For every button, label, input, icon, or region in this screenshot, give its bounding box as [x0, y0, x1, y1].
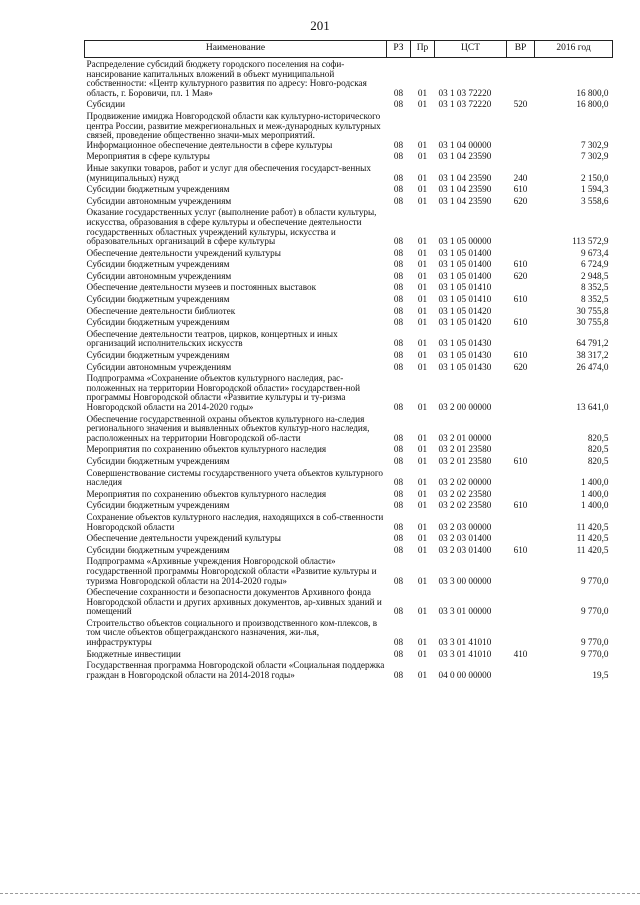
cell-sum: 30 755,8 [576, 305, 609, 316]
cell-vr [507, 110, 535, 150]
header-name: Наименование [85, 41, 387, 58]
cell-pr: 01 [417, 575, 428, 586]
cell-name: Распределение субсидий бюджету городского поселения на софи-нансирование капитальных вложений в объект муниципальной собственности: «Центр культурного развития по адресу: Новго-родская область, г. Боровичи, пл. 1 Мая» [86, 59, 367, 98]
cell-name: Сохранение объектов культурного наследия, находящихся в соб-ственности Новгородской области [86, 511, 384, 532]
cell-cst: 03 1 05 01400 [438, 270, 492, 281]
cell-vr [507, 247, 535, 259]
cell-pr: 01 [417, 521, 428, 532]
cell-sum: 113 572,9 [572, 236, 609, 247]
cell-sum: 11 420,5 [576, 521, 609, 532]
cell-cst: 03 1 05 00000 [438, 236, 492, 247]
cell-vr [507, 586, 535, 617]
cell-name: Обеспечение сохранности и безопасности документов Архивного фонда Новгородской области и других архивных документов, ар-хивных зданий и помещений [86, 587, 382, 617]
cell-name: Субсидии бюджетным учреждениям [86, 500, 230, 511]
cell-sum: 9 770,0 [580, 606, 609, 617]
cell-rz: 08 [393, 637, 404, 648]
cell-pr: 01 [417, 637, 428, 648]
cell-cst: 03 2 02 23580 [438, 488, 492, 499]
cell-vr: 610 [513, 184, 528, 195]
header-vr: ВР [507, 41, 535, 58]
cell-sum: 11 420,5 [576, 533, 609, 544]
cell-rz: 08 [393, 544, 404, 555]
cell-cst: 03 3 01 41010 [438, 637, 492, 648]
cell-sum: 820,5 [587, 444, 609, 455]
cell-name: Обеспечение государственной охраны объектов культурного на-следия регионального значения и выявленных объектов культур-ного наследия, расположенных на территории Новгородской об-ласти [86, 413, 370, 443]
cell-vr: 240 [513, 172, 528, 183]
table-row [85, 617, 613, 648]
bottom-rule [0, 893, 640, 894]
cell-vr [507, 488, 535, 500]
cell-pr: 01 [417, 139, 428, 150]
cell-vr [507, 328, 535, 349]
table-row [85, 247, 613, 259]
cell-pr: 01 [417, 270, 428, 281]
cell-name: Обеспечение деятельности учреждений культуры [86, 533, 281, 544]
cell-pr: 01 [417, 544, 428, 555]
table-row [85, 316, 613, 328]
cell-vr: 620 [513, 195, 528, 206]
table-row [85, 349, 613, 361]
cell-sum: 8 352,5 [580, 294, 609, 305]
cell-sum: 1 400,0 [580, 500, 609, 511]
cell-cst: 03 2 01 00000 [438, 432, 492, 443]
cell-rz: 08 [393, 488, 404, 499]
cell-cst: 03 2 03 01400 [438, 533, 492, 544]
cell-sum: 16 800,0 [576, 99, 609, 110]
cell-pr: 01 [417, 247, 428, 258]
cell-sum: 1 594,3 [580, 184, 609, 195]
cell-vr [507, 281, 535, 293]
cell-rz: 08 [393, 172, 404, 183]
cell-sum: 11 420,5 [576, 544, 609, 555]
budget-table [84, 40, 613, 680]
table-row [85, 659, 613, 680]
cell-vr [507, 413, 535, 444]
cell-name: Совершенствование системы государственного учета объектов культурного наследия [86, 467, 383, 488]
cell-cst: 03 2 02 00000 [438, 477, 492, 488]
cell-vr: 520 [513, 99, 528, 110]
table-row [85, 183, 613, 195]
table-row [85, 195, 613, 207]
cell-rz: 08 [393, 294, 404, 305]
cell-rz: 08 [393, 151, 404, 162]
table-row [85, 544, 613, 556]
cell-vr [507, 617, 535, 648]
table-row [85, 443, 613, 455]
cell-sum: 19,5 [592, 669, 609, 680]
table-row [85, 361, 613, 373]
cell-sum: 9 770,0 [580, 637, 609, 648]
cell-pr: 01 [417, 87, 428, 98]
cell-pr: 01 [417, 402, 428, 412]
cell-cst: 03 1 05 01400 [438, 247, 492, 258]
cell-rz: 08 [393, 195, 404, 206]
cell-name: Обеспечение деятельности музеев и постоянных выставок [86, 282, 317, 293]
cell-cst: 03 1 03 72220 [438, 99, 492, 110]
cell-pr: 01 [417, 477, 428, 488]
cell-pr: 01 [417, 338, 428, 349]
cell-sum: 8 352,5 [580, 282, 609, 293]
cell-rz: 08 [393, 247, 404, 258]
cell-cst: 03 1 04 23590 [438, 151, 492, 162]
cell-vr [507, 511, 535, 532]
cell-cst: 03 1 04 23590 [438, 172, 492, 183]
cell-cst: 03 1 05 01410 [438, 282, 492, 293]
cell-name: Субсидии бюджетным учреждениям [86, 259, 230, 270]
cell-name: Субсидии [86, 99, 126, 110]
cell-name: Субсидии автономным учреждениям [86, 270, 232, 281]
cell-rz: 08 [393, 648, 404, 659]
cell-vr: 610 [513, 500, 528, 511]
table-header-row [85, 41, 613, 58]
cell-pr: 01 [417, 533, 428, 544]
cell-pr: 01 [417, 500, 428, 511]
table-row [85, 499, 613, 511]
cell-vr: 620 [513, 270, 528, 281]
cell-name: Иные закупки товаров, работ и услуг для обеспечения государст-венных (муниципальных) нужд [86, 162, 371, 183]
table-row [85, 488, 613, 500]
cell-rz: 08 [393, 259, 404, 270]
header-pr: Пр [411, 41, 435, 58]
cell-rz: 08 [393, 575, 404, 586]
cell-cst: 04 0 00 00000 [438, 669, 492, 680]
cell-cst: 03 1 05 01430 [438, 350, 492, 361]
cell-pr: 01 [417, 606, 428, 617]
cell-cst: 03 2 02 23580 [438, 500, 492, 511]
cell-sum: 1 400,0 [580, 488, 609, 499]
page-number: 201 [310, 18, 330, 33]
table-row [85, 532, 613, 544]
cell-cst: 03 1 04 23590 [438, 195, 492, 206]
cell-sum: 9 673,4 [580, 247, 609, 258]
table-row [85, 455, 613, 467]
table-row [85, 328, 613, 349]
cell-rz: 08 [393, 99, 404, 110]
cell-name: Субсидии бюджетным учреждениям [86, 350, 230, 361]
cell-rz: 08 [393, 500, 404, 511]
cell-cst: 03 3 01 41010 [438, 648, 492, 659]
table-row [85, 150, 613, 162]
cell-pr: 01 [417, 432, 428, 443]
cell-cst: 03 1 04 23590 [438, 184, 492, 195]
cell-rz: 08 [393, 282, 404, 293]
cell-vr: 610 [513, 544, 528, 555]
cell-name: Бюджетные инвестиции [86, 648, 181, 659]
cell-rz: 08 [393, 606, 404, 617]
cell-cst: 03 1 05 01430 [438, 338, 492, 349]
table-row [85, 281, 613, 293]
header-sum: 2016 год [535, 41, 613, 58]
cell-name: Мероприятия в сфере культуры [86, 151, 210, 162]
header-cst: ЦСТ [435, 41, 507, 58]
cell-rz: 08 [393, 350, 404, 361]
cell-rz: 08 [393, 184, 404, 195]
cell-pr: 01 [417, 361, 428, 372]
cell-pr: 01 [417, 282, 428, 293]
cell-pr: 01 [417, 455, 428, 466]
cell-vr [507, 555, 535, 586]
cell-rz: 08 [393, 455, 404, 466]
cell-vr [507, 467, 535, 488]
cell-vr [507, 372, 535, 412]
cell-rz: 08 [393, 139, 404, 150]
cell-rz: 08 [393, 477, 404, 488]
cell-pr: 01 [417, 151, 428, 162]
cell-vr [507, 443, 535, 455]
cell-name: Субсидии бюджетным учреждениям [86, 455, 230, 466]
cell-rz: 08 [393, 521, 404, 532]
cell-rz: 08 [393, 338, 404, 349]
cell-pr: 01 [417, 172, 428, 183]
cell-vr: 610 [513, 294, 528, 305]
cell-vr [507, 659, 535, 680]
cell-rz: 08 [393, 533, 404, 544]
cell-sum: 820,5 [587, 455, 609, 466]
table-row [85, 555, 613, 586]
cell-vr: 610 [513, 317, 528, 328]
cell-name: Продвижение имиджа Новгородской области как культурно-исторического центра России, развитие межрегиональных и меж-дународных культурных связей, проведение общественно значи-мых мероприятий. Информационное обеспечение деятельности в сфере культуры [86, 110, 381, 150]
cell-rz: 08 [393, 669, 404, 680]
cell-cst: 03 1 05 01400 [438, 259, 492, 270]
cell-name: Государственная программа Новгородской области «Социальная поддержка граждан в Новгородской области на 2014-2018 годы» [86, 660, 385, 680]
cell-name: Оказание государственных услуг (выполнение работ) в области культуры, искусства, образования в сфере культуры и обеспечение деятельности государственных областных учреждений культуры, искусства и образовательных организаций в сфере культуры [86, 207, 377, 247]
cell-pr: 01 [417, 350, 428, 361]
cell-name: Субсидии автономным учреждениям [86, 361, 232, 372]
table-row [85, 162, 613, 183]
cell-pr: 01 [417, 236, 428, 247]
cell-sum: 7 302,9 [580, 151, 609, 162]
cell-sum: 16 800,0 [576, 87, 609, 98]
cell-name: Подпрограмма «Сохранение объектов культурного наследия, рас-положенных на территории Новгородской области» государствен-ной программы Новгородской области «Развитие культуры и ту-ризма Новгородской области на 2014-2020 годы» [86, 373, 361, 412]
cell-sum: 9 770,0 [580, 575, 609, 586]
cell-pr: 01 [417, 444, 428, 455]
cell-vr [507, 58, 535, 99]
cell-vr [507, 532, 535, 544]
cell-sum: 38 317,2 [576, 350, 609, 361]
cell-vr: 410 [513, 648, 528, 659]
cell-rz: 08 [393, 361, 404, 372]
table-row [85, 258, 613, 270]
cell-rz: 08 [393, 270, 404, 281]
cell-name: Субсидии бюджетным учреждениям [86, 184, 230, 195]
cell-sum: 64 791,2 [576, 338, 609, 349]
cell-pr: 01 [417, 669, 428, 680]
cell-sum: 820,5 [587, 432, 609, 443]
cell-name: Субсидии автономным учреждениям [86, 195, 232, 206]
cell-name: Подпрограмма «Архивные учреждения Новгородской области» государственной программы Новгородской области «Развитие культуры и туризма Новгородской области на 2014-2020 годы» [86, 556, 377, 586]
cell-cst: 03 2 00 00000 [438, 402, 492, 412]
cell-sum: 6 724,9 [580, 259, 609, 270]
table-row [85, 511, 613, 532]
cell-sum: 9 770,0 [580, 648, 609, 659]
cell-cst: 03 1 05 01430 [438, 361, 492, 372]
cell-vr: 610 [513, 455, 528, 466]
cell-pr: 01 [417, 305, 428, 316]
cell-pr: 01 [417, 195, 428, 206]
cell-vr: 610 [513, 350, 528, 361]
table-row [85, 413, 613, 444]
cell-name: Строительство объектов социального и производственного ком-плексов, в том числе объектов общегражданского назначения, жи-лья, инфраструктуры [86, 617, 378, 648]
cell-sum: 1 400,0 [580, 477, 609, 488]
cell-sum: 3 558,6 [580, 195, 609, 206]
table-row [85, 206, 613, 246]
cell-rz: 08 [393, 236, 404, 247]
cell-name: Субсидии бюджетным учреждениям [86, 544, 230, 555]
table-row [85, 58, 613, 99]
cell-cst: 03 2 01 23580 [438, 455, 492, 466]
cell-sum: 26 474,0 [576, 361, 609, 372]
cell-pr: 01 [417, 294, 428, 305]
cell-rz: 08 [393, 444, 404, 455]
table-row [85, 467, 613, 488]
cell-cst: 03 1 05 01420 [438, 305, 492, 316]
cell-cst: 03 1 05 01410 [438, 294, 492, 305]
table-row [85, 305, 613, 317]
cell-pr: 01 [417, 184, 428, 195]
cell-name: Обеспечение деятельности библиотек [86, 305, 236, 316]
cell-name: Мероприятия по сохранению объектов культурного наследия [86, 444, 327, 455]
cell-cst: 03 1 03 72220 [438, 87, 492, 98]
cell-rz: 08 [393, 305, 404, 316]
table-row [85, 270, 613, 282]
table-row [85, 98, 613, 110]
header-rz: РЗ [387, 41, 411, 58]
table-row [85, 110, 613, 150]
cell-vr [507, 206, 535, 246]
table-row [85, 293, 613, 305]
cell-pr: 01 [417, 317, 428, 328]
table-row [85, 648, 613, 660]
cell-cst: 03 1 05 01420 [438, 317, 492, 328]
cell-sum: 30 755,8 [576, 317, 609, 328]
cell-sum: 2 150,0 [580, 172, 609, 183]
cell-cst: 03 3 00 00000 [438, 575, 492, 586]
cell-cst: 03 2 01 23580 [438, 444, 492, 455]
cell-vr: 610 [513, 259, 528, 270]
cell-pr: 01 [417, 488, 428, 499]
cell-pr: 01 [417, 259, 428, 270]
table-row [85, 586, 613, 617]
cell-name: Субсидии бюджетным учреждениям [86, 294, 230, 305]
cell-rz: 08 [393, 317, 404, 328]
cell-name: Мероприятия по сохранению объектов культурного наследия [86, 488, 327, 499]
cell-cst: 03 1 04 00000 [438, 139, 492, 150]
cell-rz: 08 [393, 432, 404, 443]
cell-vr [507, 150, 535, 162]
cell-cst: 03 2 03 00000 [438, 521, 492, 532]
cell-name: Обеспечение деятельности театров, цирков, концертных и иных организаций исполнительских искусств [86, 328, 338, 349]
cell-sum: 7 302,9 [580, 139, 609, 150]
cell-vr [507, 305, 535, 317]
cell-pr: 01 [417, 648, 428, 659]
cell-sum: 13 641,0 [576, 402, 609, 412]
cell-rz: 08 [393, 402, 404, 412]
cell-cst: 03 2 03 01400 [438, 544, 492, 555]
table-row [85, 372, 613, 412]
cell-pr: 01 [417, 99, 428, 110]
cell-cst: 03 3 01 00000 [438, 606, 492, 617]
cell-rz: 08 [393, 87, 404, 98]
cell-name: Обеспечение деятельности учреждений культуры [86, 247, 281, 258]
cell-name: Субсидии бюджетным учреждениям [86, 317, 230, 328]
cell-vr: 620 [513, 361, 528, 372]
cell-sum: 2 948,5 [580, 270, 609, 281]
